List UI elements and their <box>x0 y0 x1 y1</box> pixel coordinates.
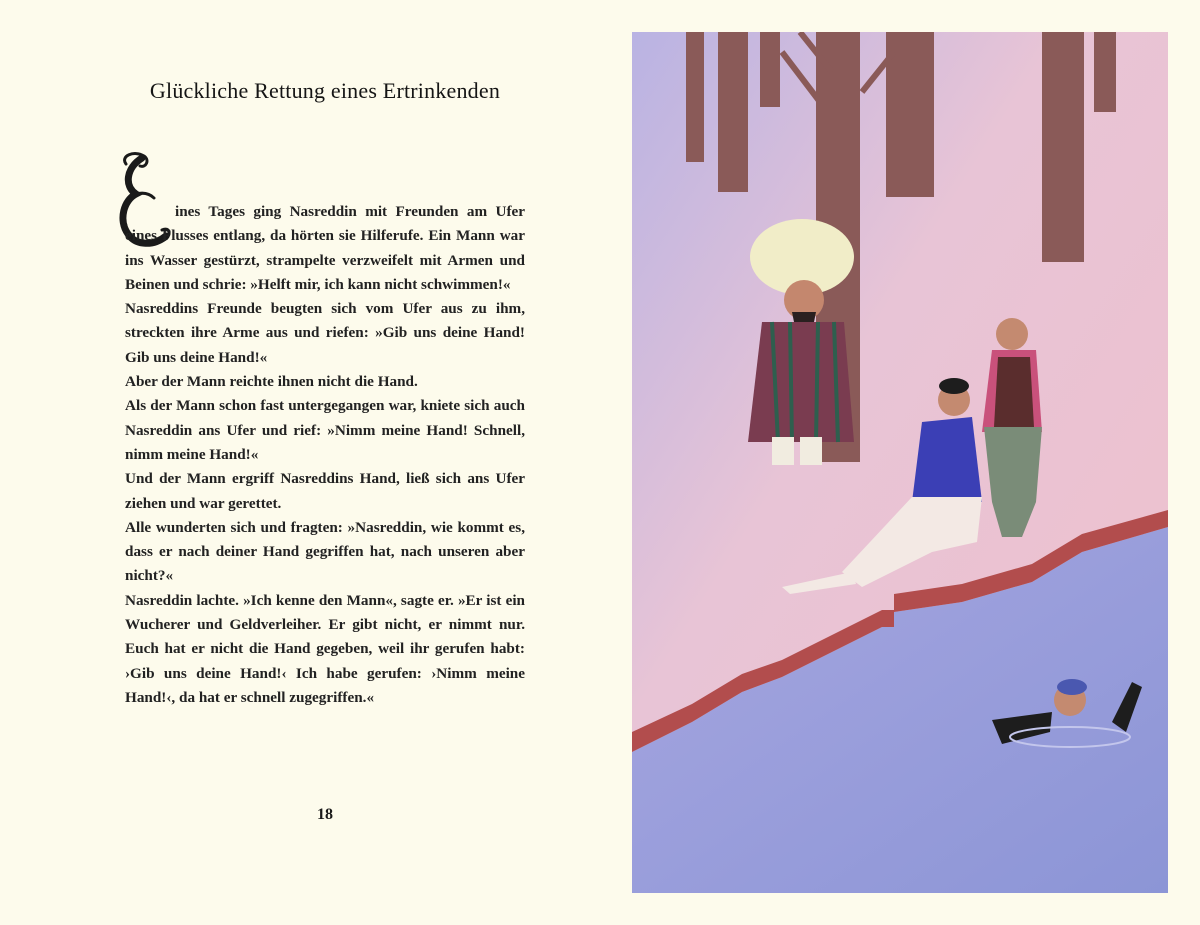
story-text <box>125 200 525 710</box>
page-number: 18 <box>317 806 333 823</box>
paragraph: Nasreddins Freunde beugten sich vom Ufer aus zu ihm, streckten ihre Arme aus und riefen: »Gib uns deine Hand! Gib uns deine Hand!« <box>125 300 525 366</box>
paragraph: Aber der Mann reichte ihnen nicht die Hand. <box>125 373 418 391</box>
chapter-title: Glückliche Rettung eines Ertrinkenden <box>149 78 501 103</box>
paragraph: Als der Mann schon fast untergegangen war, kniete sich auch Nasreddin ans Ufer und rief: »Nimm meine Hand! Schnell, nimm meine Hand!« <box>125 397 525 463</box>
nasreddin-figure <box>748 219 854 465</box>
paragraph: ines Tages ging Nasreddin mit Freunden am Ufer eines Flusses entlang, da hörten sie Hilferufe. Ein Mann war ins Wasser gestürzt, strampelte verzweifelt mit Armen und Beinen und schrie: »Helft mir, ich kann nicht schwimmen!« <box>125 203 525 293</box>
paragraph: Und der Mann ergriff Nasreddins Hand, ließ sich ans Ufer ziehen und war gerettet. <box>125 470 525 512</box>
drop-cap-letter: E <box>116 150 117 151</box>
paragraph: Alle wunderten sich und fragten: »Nasreddin, wie kommt es, dass er nach deiner Hand gegriffen hat, nach unseren aber nicht?« <box>125 518 525 585</box>
paragraph: Nasreddin lachte. »Ich kenne den Mann«, sagte er. »Er ist ein Wucherer und Geldverleiher. Er gibt nicht, er nimmt nur. Euch hat er nicht die Hand gegeben, weil ihr gerufen habt: ›Gib uns deine Hand!‹ Ich habe gerufen: ›Nimm meine Hand!‹, da hat er schnell zugegriffen.« <box>125 591 525 706</box>
illustration <box>632 32 1168 893</box>
